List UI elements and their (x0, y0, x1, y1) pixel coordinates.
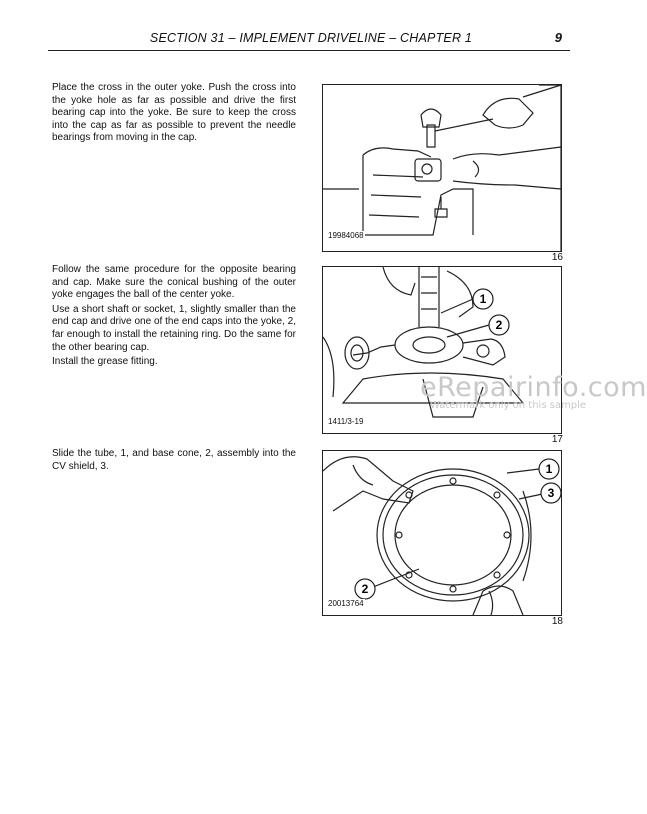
callout-1: 1 (545, 462, 553, 476)
watermark-text: eRepairinfo.com (420, 372, 647, 403)
callout-2: 2 (495, 318, 503, 332)
step-2-text (52, 264, 296, 371)
paragraph: Follow the same procedure for the opposite bearing and cap. Make sure the conical bushing of the outer yoke engages the ball of the center yoke. (52, 264, 296, 301)
figure-18 (322, 450, 562, 616)
figure-code: 1411/3-19 (328, 417, 364, 426)
cv-shield-illustration (323, 451, 561, 615)
callout-1: 1 (479, 292, 487, 306)
page-header (48, 28, 570, 51)
figure-number: 17 (551, 434, 563, 445)
callout-2: 2 (361, 582, 369, 596)
paragraph: Use a short shaft or socket, 1, slightly smaller than the end cap and drive one of the end caps into the yoke, 2, far enough to install the retaining ring. Do the same for the other bearing cap. (52, 303, 296, 353)
paragraph: Install the grease fitting. (52, 356, 158, 368)
paragraph: Slide the tube, 1, and base cone, 2, assembly into the CV shield, 3. (52, 448, 296, 472)
figure-number: 16 (551, 252, 563, 263)
vise-press-illustration (323, 85, 561, 251)
watermark-subtext: Watermark only on this sample (430, 400, 587, 411)
figure-number: 18 (551, 616, 563, 627)
paragraph: Place the cross in the outer yoke. Push the cross into the yoke hole as far as possible and drive the first bearing cap into the yoke. Be sure to keep the cross into the cap as far as possible to prevent the needle bearings from moving in the cap. (52, 82, 296, 144)
section-title: SECTION 31 – IMPLEMENT DRIVELINE – CHAPTER 1 (149, 31, 472, 45)
figure-16 (322, 84, 562, 252)
callout-3: 3 (547, 486, 555, 500)
page-number: 9 (554, 30, 562, 45)
step-1-text (52, 82, 296, 147)
figure-code: 20013764 (328, 599, 364, 608)
step-3-text (52, 448, 296, 475)
figure-code: 19984068 (328, 231, 364, 240)
